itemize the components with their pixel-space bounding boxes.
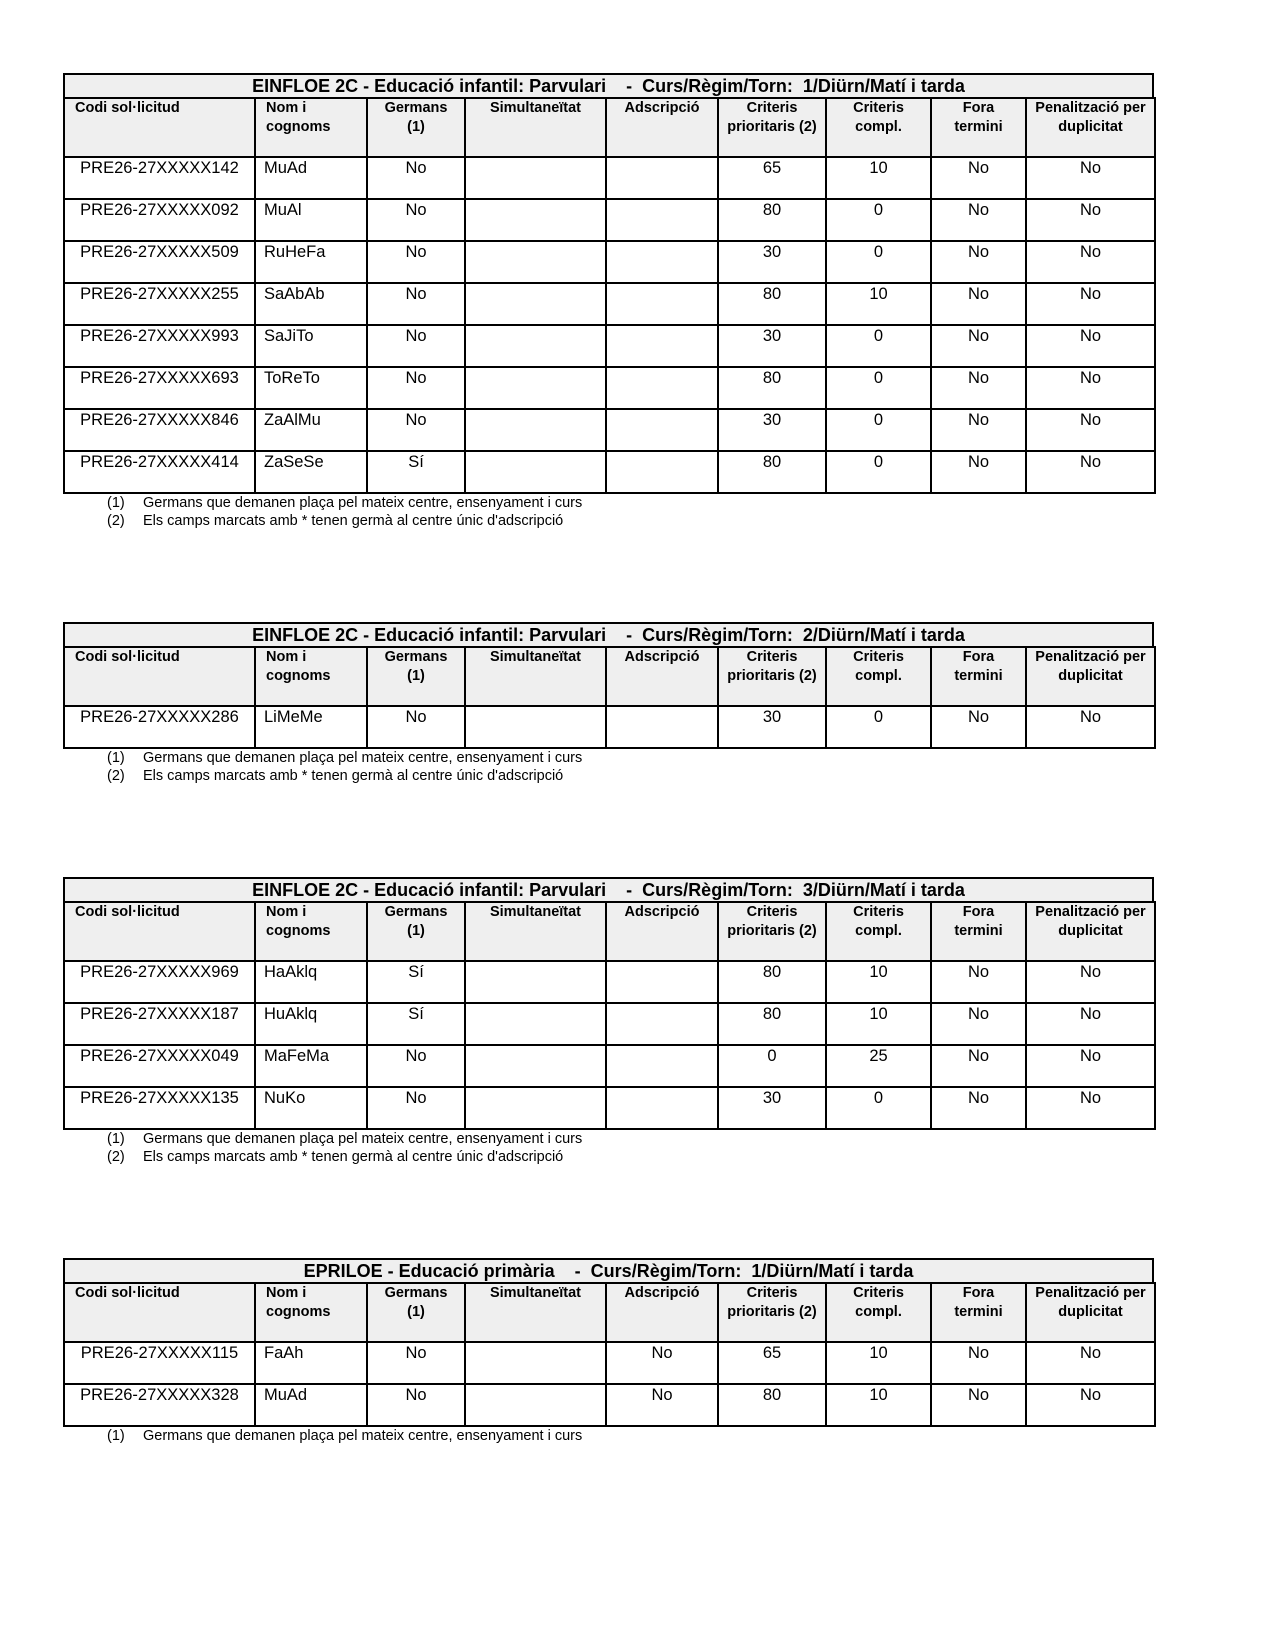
- cell-out-of-time: No: [931, 1384, 1026, 1426]
- cell-duplicity-penalty: No: [1026, 241, 1155, 283]
- cell-request-code: PRE26-27XXXXX187: [64, 1003, 255, 1045]
- cell-name: FaAh: [255, 1342, 367, 1384]
- cell-duplicity-penalty: No: [1026, 1087, 1155, 1129]
- cell-simultaneity: [465, 367, 606, 409]
- cell-priority-criteria: 30: [718, 1087, 826, 1129]
- table-row: [64, 241, 1155, 283]
- footnotes: [63, 494, 1154, 530]
- column-header-siblings: Germans (1): [367, 902, 465, 961]
- cell-complementary-criteria: 0: [826, 367, 931, 409]
- cell-out-of-time: No: [931, 241, 1026, 283]
- cell-name: NuKo: [255, 1087, 367, 1129]
- table-title: EINFLOE 2C - Educació infantil: Parvulari - Curs/Règim/Torn: 3/Diürn/Matí i tarda: [63, 877, 1154, 901]
- cell-out-of-time: No: [931, 706, 1026, 748]
- table-row: [64, 706, 1155, 748]
- cell-assignment: [606, 199, 718, 241]
- admission-table: [63, 646, 1156, 749]
- cell-request-code: PRE26-27XXXXX142: [64, 157, 255, 199]
- column-header-simultaneity: Simultaneïtat: [465, 902, 606, 961]
- cell-priority-criteria: 80: [718, 451, 826, 493]
- cell-request-code: PRE26-27XXXXX115: [64, 1342, 255, 1384]
- column-header-assignment: Adscripció: [606, 98, 718, 157]
- footnotes: [63, 1130, 1154, 1166]
- column-header-siblings: Germans (1): [367, 647, 465, 706]
- footnote: [107, 767, 1154, 785]
- cell-request-code: PRE26-27XXXXX993: [64, 325, 255, 367]
- column-header-duplicity-penalty: Penalització per duplicitat: [1026, 902, 1155, 961]
- table-title: EINFLOE 2C - Educació infantil: Parvulari - Curs/Règim/Torn: 2/Diürn/Matí i tarda: [63, 622, 1154, 646]
- cell-complementary-criteria: 0: [826, 409, 931, 451]
- cell-duplicity-penalty: No: [1026, 1384, 1155, 1426]
- cell-complementary-criteria: 25: [826, 1045, 931, 1087]
- cell-request-code: PRE26-27XXXXX969: [64, 961, 255, 1003]
- column-header-out-of-time: Fora termini: [931, 902, 1026, 961]
- cell-request-code: PRE26-27XXXXX509: [64, 241, 255, 283]
- admission-table: [63, 1282, 1156, 1427]
- cell-out-of-time: No: [931, 367, 1026, 409]
- column-header-name: Nom i cognoms: [255, 1283, 367, 1342]
- table-title: EPRILOE - Educació primària - Curs/Règim/Torn: 1/Diürn/Matí i tarda: [63, 1258, 1154, 1282]
- cell-simultaneity: [465, 1342, 606, 1384]
- table-row: [64, 1384, 1155, 1426]
- cell-assignment: [606, 241, 718, 283]
- column-header-assignment: Adscripció: [606, 1283, 718, 1342]
- cell-siblings: No: [367, 1342, 465, 1384]
- footnote-text: Germans que demanen plaça pel mateix centre, ensenyament i curs: [143, 495, 583, 511]
- cell-complementary-criteria: 0: [826, 451, 931, 493]
- cell-assignment: [606, 283, 718, 325]
- cell-request-code: PRE26-27XXXXX092: [64, 199, 255, 241]
- cell-priority-criteria: 30: [718, 325, 826, 367]
- cell-out-of-time: No: [931, 283, 1026, 325]
- cell-assignment: No: [606, 1384, 718, 1426]
- cell-duplicity-penalty: No: [1026, 706, 1155, 748]
- column-header-simultaneity: Simultaneïtat: [465, 647, 606, 706]
- footnote-text: Els camps marcats amb * tenen germà al centre únic d'adscripció: [143, 1149, 564, 1165]
- cell-siblings: No: [367, 1384, 465, 1426]
- column-header-complementary-criteria: Criteris compl.: [826, 98, 931, 157]
- cell-siblings: No: [367, 283, 465, 325]
- cell-assignment: [606, 367, 718, 409]
- cell-name: ZaSeSe: [255, 451, 367, 493]
- cell-simultaneity: [465, 1045, 606, 1087]
- cell-complementary-criteria: 10: [826, 961, 931, 1003]
- column-header-request-code: Codi sol·licitud: [64, 902, 255, 961]
- header-row: [64, 647, 1155, 706]
- cell-name: LiMeMe: [255, 706, 367, 748]
- column-header-assignment: Adscripció: [606, 647, 718, 706]
- table-row: [64, 1342, 1155, 1384]
- cell-out-of-time: No: [931, 961, 1026, 1003]
- cell-duplicity-penalty: No: [1026, 1003, 1155, 1045]
- table-row: [64, 157, 1155, 199]
- cell-priority-criteria: 80: [718, 283, 826, 325]
- column-header-name: Nom i cognoms: [255, 647, 367, 706]
- cell-complementary-criteria: 10: [826, 1003, 931, 1045]
- footnote: [107, 1130, 1154, 1148]
- cell-simultaneity: [465, 451, 606, 493]
- footnote-text: Germans que demanen plaça pel mateix centre, ensenyament i curs: [143, 750, 583, 766]
- table-row: [64, 1087, 1155, 1129]
- cell-assignment: [606, 706, 718, 748]
- footnote-number: (2): [107, 513, 125, 529]
- cell-complementary-criteria: 0: [826, 1087, 931, 1129]
- cell-name: HaAklq: [255, 961, 367, 1003]
- column-header-priority-criteria: Criteris prioritaris (2): [718, 647, 826, 706]
- footnote-text: Germans que demanen plaça pel mateix centre, ensenyament i curs: [143, 1428, 583, 1444]
- column-header-priority-criteria: Criteris prioritaris (2): [718, 902, 826, 961]
- cell-out-of-time: No: [931, 1087, 1026, 1129]
- cell-duplicity-penalty: No: [1026, 283, 1155, 325]
- cell-duplicity-penalty: No: [1026, 1342, 1155, 1384]
- footnote: [107, 512, 1154, 530]
- column-header-name: Nom i cognoms: [255, 98, 367, 157]
- table-row: [64, 283, 1155, 325]
- cell-siblings: No: [367, 1045, 465, 1087]
- table-row: [64, 325, 1155, 367]
- footnote-number: (2): [107, 1149, 125, 1165]
- header-row: [64, 98, 1155, 157]
- column-header-siblings: Germans (1): [367, 1283, 465, 1342]
- footnote: [107, 1148, 1154, 1166]
- cell-name: ToReTo: [255, 367, 367, 409]
- header-row: [64, 1283, 1155, 1342]
- cell-assignment: [606, 1087, 718, 1129]
- table-title: EINFLOE 2C - Educació infantil: Parvulari - Curs/Règim/Torn: 1/Diürn/Matí i tarda: [63, 73, 1154, 97]
- cell-name: MuAd: [255, 1384, 367, 1426]
- footnote-number: (1): [107, 1428, 125, 1444]
- cell-complementary-criteria: 0: [826, 706, 931, 748]
- cell-priority-criteria: 30: [718, 706, 826, 748]
- cell-assignment: [606, 1003, 718, 1045]
- cell-request-code: PRE26-27XXXXX135: [64, 1087, 255, 1129]
- footnote-text: Germans que demanen plaça pel mateix centre, ensenyament i curs: [143, 1131, 583, 1147]
- cell-complementary-criteria: 10: [826, 283, 931, 325]
- cell-siblings: No: [367, 325, 465, 367]
- footnote: [107, 1427, 1154, 1445]
- cell-out-of-time: No: [931, 325, 1026, 367]
- cell-siblings: No: [367, 241, 465, 283]
- cell-priority-criteria: 30: [718, 241, 826, 283]
- cell-siblings: No: [367, 367, 465, 409]
- cell-complementary-criteria: 0: [826, 325, 931, 367]
- cell-siblings: Sí: [367, 961, 465, 1003]
- column-header-request-code: Codi sol·licitud: [64, 647, 255, 706]
- table-row: [64, 1045, 1155, 1087]
- cell-simultaneity: [465, 1384, 606, 1426]
- cell-request-code: PRE26-27XXXXX414: [64, 451, 255, 493]
- cell-duplicity-penalty: No: [1026, 961, 1155, 1003]
- column-header-priority-criteria: Criteris prioritaris (2): [718, 98, 826, 157]
- footnote-text: Els camps marcats amb * tenen germà al centre únic d'adscripció: [143, 768, 564, 784]
- footnote: [107, 749, 1154, 767]
- cell-assignment: [606, 157, 718, 199]
- cell-duplicity-penalty: No: [1026, 199, 1155, 241]
- cell-complementary-criteria: 10: [826, 1384, 931, 1426]
- column-header-complementary-criteria: Criteris compl.: [826, 1283, 931, 1342]
- footnote: [107, 494, 1154, 512]
- cell-assignment: [606, 961, 718, 1003]
- cell-simultaneity: [465, 241, 606, 283]
- admission-table-section: [63, 622, 1154, 785]
- column-header-duplicity-penalty: Penalització per duplicitat: [1026, 98, 1155, 157]
- cell-assignment: [606, 409, 718, 451]
- cell-duplicity-penalty: No: [1026, 451, 1155, 493]
- cell-name: SaJiTo: [255, 325, 367, 367]
- cell-out-of-time: No: [931, 1045, 1026, 1087]
- column-header-request-code: Codi sol·licitud: [64, 1283, 255, 1342]
- cell-name: MuAl: [255, 199, 367, 241]
- cell-assignment: [606, 1045, 718, 1087]
- column-header-complementary-criteria: Criteris compl.: [826, 647, 931, 706]
- cell-priority-criteria: 65: [718, 1342, 826, 1384]
- cell-simultaneity: [465, 706, 606, 748]
- column-header-out-of-time: Fora termini: [931, 98, 1026, 157]
- table-row: [64, 1003, 1155, 1045]
- admission-table-section: [63, 1258, 1154, 1445]
- admission-table-section: [63, 877, 1154, 1166]
- cell-duplicity-penalty: No: [1026, 1045, 1155, 1087]
- footnote-text: Els camps marcats amb * tenen germà al centre únic d'adscripció: [143, 513, 564, 529]
- column-header-assignment: Adscripció: [606, 902, 718, 961]
- cell-request-code: PRE26-27XXXXX693: [64, 367, 255, 409]
- cell-siblings: No: [367, 157, 465, 199]
- column-header-simultaneity: Simultaneïtat: [465, 1283, 606, 1342]
- cell-priority-criteria: 80: [718, 1003, 826, 1045]
- cell-request-code: PRE26-27XXXXX049: [64, 1045, 255, 1087]
- column-header-simultaneity: Simultaneïtat: [465, 98, 606, 157]
- cell-priority-criteria: 65: [718, 157, 826, 199]
- table-row: [64, 451, 1155, 493]
- column-header-duplicity-penalty: Penalització per duplicitat: [1026, 647, 1155, 706]
- cell-duplicity-penalty: No: [1026, 157, 1155, 199]
- cell-name: RuHeFa: [255, 241, 367, 283]
- cell-out-of-time: No: [931, 451, 1026, 493]
- cell-complementary-criteria: 10: [826, 157, 931, 199]
- cell-name: MaFeMa: [255, 1045, 367, 1087]
- column-header-duplicity-penalty: Penalització per duplicitat: [1026, 1283, 1155, 1342]
- footnotes: [63, 749, 1154, 785]
- header-row: [64, 902, 1155, 961]
- cell-simultaneity: [465, 1087, 606, 1129]
- cell-out-of-time: No: [931, 409, 1026, 451]
- cell-priority-criteria: 80: [718, 367, 826, 409]
- column-header-complementary-criteria: Criteris compl.: [826, 902, 931, 961]
- cell-complementary-criteria: 10: [826, 1342, 931, 1384]
- cell-name: MuAd: [255, 157, 367, 199]
- cell-request-code: PRE26-27XXXXX255: [64, 283, 255, 325]
- cell-duplicity-penalty: No: [1026, 325, 1155, 367]
- table-row: [64, 199, 1155, 241]
- cell-siblings: No: [367, 706, 465, 748]
- cell-simultaneity: [465, 157, 606, 199]
- footnote-number: (1): [107, 495, 125, 511]
- cell-siblings: Sí: [367, 451, 465, 493]
- cell-request-code: PRE26-27XXXXX846: [64, 409, 255, 451]
- cell-siblings: No: [367, 199, 465, 241]
- table-row: [64, 961, 1155, 1003]
- cell-simultaneity: [465, 199, 606, 241]
- footnotes: [63, 1427, 1154, 1445]
- cell-name: HuAklq: [255, 1003, 367, 1045]
- column-header-siblings: Germans (1): [367, 98, 465, 157]
- column-header-name: Nom i cognoms: [255, 902, 367, 961]
- cell-out-of-time: No: [931, 1003, 1026, 1045]
- cell-complementary-criteria: 0: [826, 241, 931, 283]
- cell-out-of-time: No: [931, 1342, 1026, 1384]
- cell-priority-criteria: 30: [718, 409, 826, 451]
- cell-simultaneity: [465, 283, 606, 325]
- column-header-request-code: Codi sol·licitud: [64, 98, 255, 157]
- cell-out-of-time: No: [931, 199, 1026, 241]
- cell-assignment: [606, 451, 718, 493]
- table-row: [64, 409, 1155, 451]
- cell-duplicity-penalty: No: [1026, 367, 1155, 409]
- cell-complementary-criteria: 0: [826, 199, 931, 241]
- cell-priority-criteria: 80: [718, 961, 826, 1003]
- cell-simultaneity: [465, 409, 606, 451]
- cell-priority-criteria: 80: [718, 199, 826, 241]
- cell-duplicity-penalty: No: [1026, 409, 1155, 451]
- cell-name: SaAbAb: [255, 283, 367, 325]
- admission-table: [63, 901, 1156, 1130]
- column-header-out-of-time: Fora termini: [931, 1283, 1026, 1342]
- cell-siblings: No: [367, 409, 465, 451]
- footnote-number: (2): [107, 768, 125, 784]
- cell-simultaneity: [465, 961, 606, 1003]
- cell-name: ZaAlMu: [255, 409, 367, 451]
- column-header-priority-criteria: Criteris prioritaris (2): [718, 1283, 826, 1342]
- footnote-number: (1): [107, 1131, 125, 1147]
- column-header-out-of-time: Fora termini: [931, 647, 1026, 706]
- table-row: [64, 367, 1155, 409]
- cell-request-code: PRE26-27XXXXX286: [64, 706, 255, 748]
- cell-simultaneity: [465, 325, 606, 367]
- footnote-number: (1): [107, 750, 125, 766]
- cell-assignment: No: [606, 1342, 718, 1384]
- cell-siblings: No: [367, 1087, 465, 1129]
- cell-request-code: PRE26-27XXXXX328: [64, 1384, 255, 1426]
- cell-priority-criteria: 80: [718, 1384, 826, 1426]
- cell-priority-criteria: 0: [718, 1045, 826, 1087]
- cell-siblings: Sí: [367, 1003, 465, 1045]
- admission-table: [63, 97, 1156, 494]
- cell-assignment: [606, 325, 718, 367]
- cell-simultaneity: [465, 1003, 606, 1045]
- cell-out-of-time: No: [931, 157, 1026, 199]
- admission-table-section: [63, 73, 1154, 530]
